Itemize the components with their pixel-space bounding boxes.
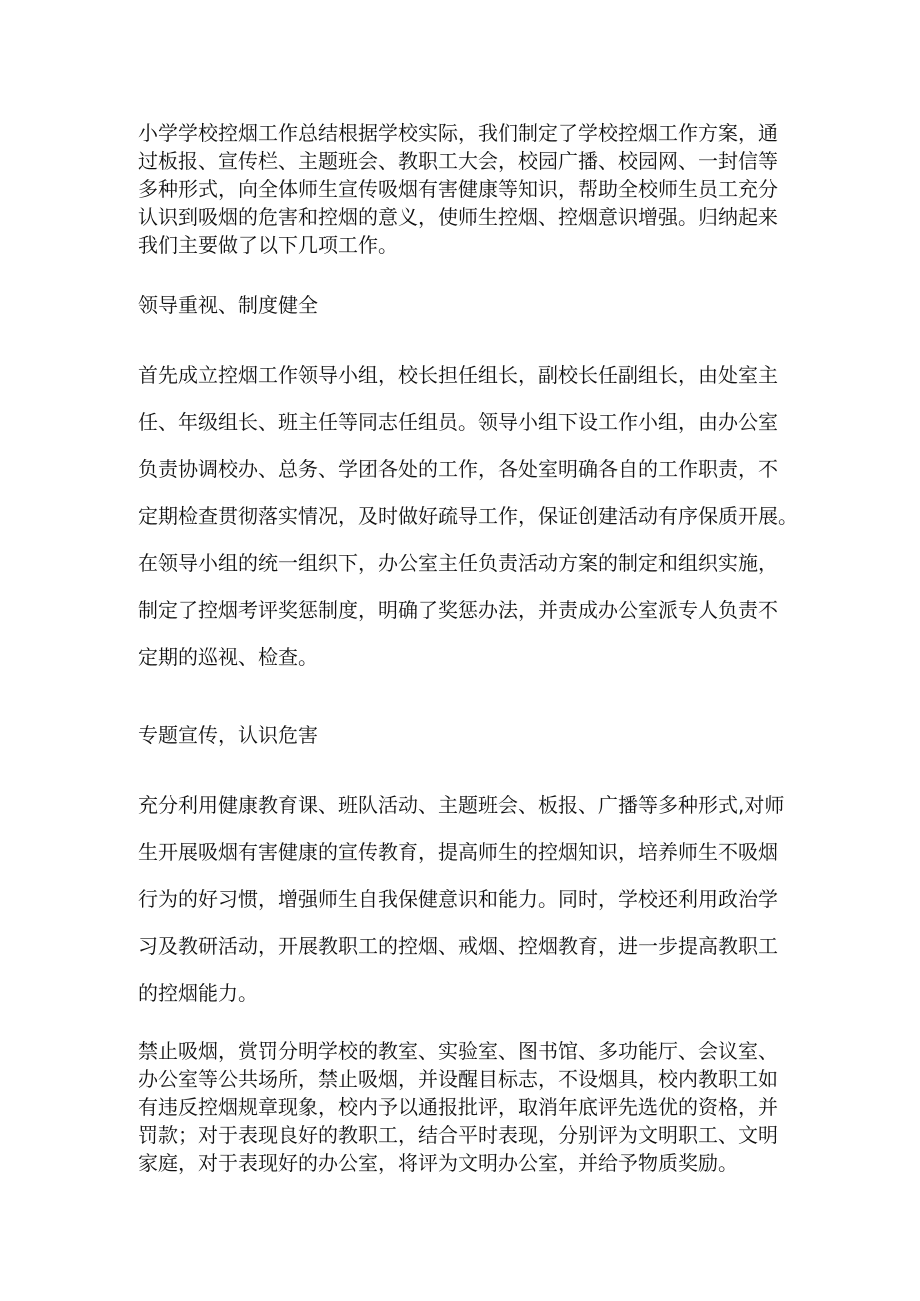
section-heading-publicity: 专题宣传，认识危害 bbox=[138, 723, 318, 747]
prohibition-line: 罚款；对于表现良好的教职工，结合平时表现，分别评为文明职工、文明 bbox=[138, 1123, 778, 1147]
intro-line: 小学学校控烟工作总结根据学校实际，我们制定了学校控烟工作方案，通 bbox=[138, 121, 778, 145]
publicity-line: 的控烟能力。 bbox=[138, 981, 258, 1005]
prohibition-line: 禁止吸烟，赏罚分明学校的教室、实验室、图书馆、多功能厅、会议室、 bbox=[138, 1039, 778, 1063]
leadership-line: 在领导小组的统一组织下，办公室主任负责活动方案的制定和组织实施， bbox=[138, 551, 778, 575]
publicity-paragraph bbox=[138, 782, 798, 1017]
publicity-line: 行为的好习惯，增强师生自我保健意识和能力。同时，学校还利用政治学 bbox=[138, 887, 778, 911]
leadership-line: 定期检查贯彻落实情况，及时做好疏导工作，保证创建活动有序保质开展。 bbox=[138, 504, 798, 528]
prohibition-line: 办公室等公共场所，禁止吸烟，并设醒目标志，不设烟具，校内教职工如 bbox=[138, 1067, 778, 1091]
intro-paragraph bbox=[138, 119, 798, 259]
prohibition-line: 家庭，对于表现好的办公室，将评为文明办公室，并给予物质奖励。 bbox=[138, 1151, 738, 1175]
intro-line: 多种形式，向全体师生宣传吸烟有害健康等知识，帮助全校师生员工充分 bbox=[138, 177, 778, 201]
prohibition-line: 有违反控烟规章现象，校内予以通报批评，取消年底评先选优的资格，并 bbox=[138, 1095, 778, 1119]
intro-line: 过板报、宣传栏、主题班会、教职工大会，校园广播、校园网、一封信等 bbox=[138, 149, 778, 173]
leadership-line: 制定了控烟考评奖惩制度，明确了奖惩办法，并责成办公室派专人负责不 bbox=[138, 598, 778, 622]
intro-line: 认识到吸烟的危害和控烟的意义，使师生控烟、控烟意识增强。归纳起来 bbox=[138, 205, 778, 229]
leadership-paragraph bbox=[138, 352, 798, 681]
leadership-line: 负责协调校办、总务、学团各处的工作，各处室明确各自的工作职责，不 bbox=[138, 457, 778, 481]
prohibition-paragraph bbox=[138, 1037, 798, 1177]
publicity-line: 充分利用健康教育课、班队活动、主题班会、板报、广播等多种形式,对师 bbox=[138, 793, 785, 817]
publicity-line: 习及教研活动，开展教职工的控烟、戒烟、控烟教育，进一步提高教职工 bbox=[138, 934, 778, 958]
section-heading-leadership: 领导重视、制度健全 bbox=[138, 293, 318, 317]
publicity-line: 生开展吸烟有害健康的宣传教育，提高师生的控烟知识，培养师生不吸烟 bbox=[138, 840, 778, 864]
leadership-line: 任、年级组长、班主任等同志任组员。领导小组下设工作小组，由办公室 bbox=[138, 410, 778, 434]
leadership-line: 定期的巡视、检查。 bbox=[138, 645, 318, 669]
leadership-line: 首先成立控烟工作领导小组，校长担任组长，副校长任副组长，由处室主 bbox=[138, 363, 778, 387]
intro-line: 我们主要做了以下几项工作。 bbox=[138, 233, 398, 257]
